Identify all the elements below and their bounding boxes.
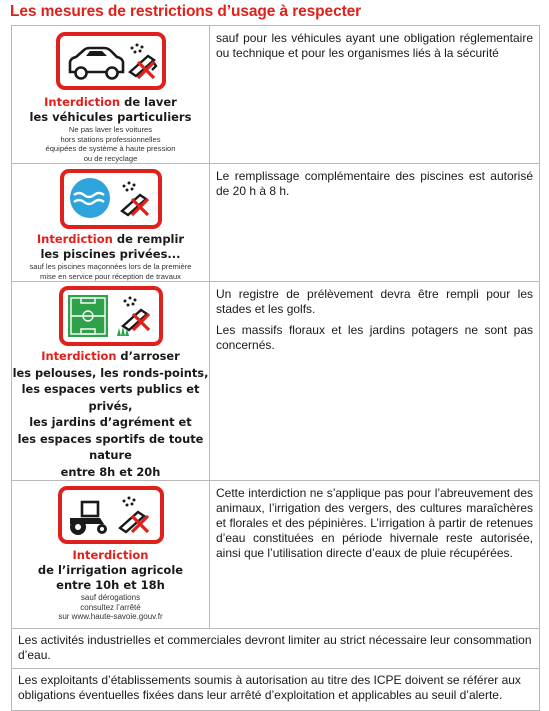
caption-line: les espaces sportifs de toute nature: [17, 431, 204, 462]
caption-red: Interdiction: [41, 349, 117, 363]
restriction-visual-cell: [12, 26, 210, 164]
restriction-text: sauf pour les véhicules ayant une obligation réglementaire ou technique et pour les organismes liés à la sécurité: [216, 31, 533, 60]
restriction-text-cell: [210, 282, 540, 481]
restriction-text-cell: [210, 26, 540, 164]
restriction-visual-cell: [12, 481, 210, 629]
caption-line: les piscines privées...: [40, 247, 181, 261]
restriction-caption: [12, 232, 209, 262]
note-line: ou de recyclage: [83, 153, 138, 163]
caption-red: Interdiction: [72, 548, 149, 562]
page-title: Les mesures de restrictions d’usage à respecter: [10, 3, 362, 20]
caption-line: de l’irrigation agricole: [37, 563, 184, 577]
caption-rest: de remplir: [112, 232, 185, 246]
caption-rest: de laver: [120, 95, 177, 109]
restriction-note: [12, 593, 209, 622]
restriction-caption: [12, 95, 209, 125]
restrictions-table: [11, 25, 540, 711]
note-line: sauf les piscines maçonnées lors de la première: [29, 262, 192, 271]
restriction-text: Cette interdiction ne s’applique pas pour l’abreuvement des animaux, l’irrigation des vergers, des cultures maraîchères et florales et des pépinières. L’irrigation à partir de retenues d’eau constituées en période hivernale reste autorisée, ainsi que l’utilisation directe d’eaux de pluie récupérées.: [216, 486, 533, 560]
restriction-caption: [12, 548, 209, 593]
note-line: sauf dérogations: [80, 593, 141, 602]
table-row: [12, 669, 540, 711]
restriction-caption: [12, 348, 209, 480]
lawn-watering-prohibited-icon: [59, 286, 163, 346]
note-line: sur www.haute-savoie.gouv.fr: [58, 612, 163, 621]
caption-line: les pelouses, les ronds-points,: [12, 365, 209, 380]
caption-red: Interdiction: [36, 232, 113, 246]
restriction-visual-cell: [12, 164, 210, 282]
note-line: mise en service pour réception de travaux: [40, 271, 181, 281]
note-line: hors stations professionnelles: [60, 134, 161, 144]
caption-red: Interdiction: [44, 95, 121, 109]
restriction-text: Un registre de prélèvement devra être rempli pour les stades et les golfs.: [216, 287, 533, 316]
agricultural-irrigation-prohibited-icon: [58, 486, 164, 544]
caption-line: entre 10h et 18h: [56, 578, 165, 592]
table-row: [12, 26, 540, 164]
table-row: [12, 282, 540, 481]
footer-note-cell: [12, 629, 540, 669]
caption-line: les jardins d’agrément et: [29, 415, 192, 429]
table-row: [12, 629, 540, 669]
footer-note: Les exploitants d’établissements soumis à autorisation au titre des ICPE doivent se référer aux obligations éventuelles fixées dans leur arrêté d’exploitation et applicables au seuil d’alerte.: [18, 673, 521, 702]
pool-fill-prohibited-icon: [60, 169, 162, 229]
table-row: [12, 164, 540, 282]
car-wash-prohibited-icon: [56, 32, 166, 90]
note-line: équipées de système à haute pression: [45, 144, 176, 153]
footer-note: Les activités industrielles et commerciales devront limiter au strict nécessaire leur consommation d’eau.: [18, 633, 532, 662]
restriction-note: [12, 125, 209, 163]
caption-line: entre 8h et 20h: [60, 464, 161, 479]
restriction-visual-cell: [12, 282, 210, 481]
table-row: [12, 481, 540, 629]
caption-rest: d’arroser: [116, 349, 180, 363]
restriction-text: Les massifs floraux et les jardins potagers ne sont pas concernés.: [216, 323, 533, 352]
caption-line: les espaces verts publics et privés,: [21, 382, 200, 413]
note-line: consultez l’arrêté: [80, 602, 141, 612]
restriction-text: Le remplissage complémentaire des piscines est autorisé de 20 h à 8 h.: [216, 169, 533, 198]
restriction-text-cell: [210, 164, 540, 282]
note-line: Ne pas laver les voitures: [68, 125, 153, 134]
caption-line: les véhicules particuliers: [29, 110, 192, 124]
footer-note-cell: [12, 669, 540, 711]
restriction-text-cell: [210, 481, 540, 629]
restriction-note: [12, 262, 209, 281]
